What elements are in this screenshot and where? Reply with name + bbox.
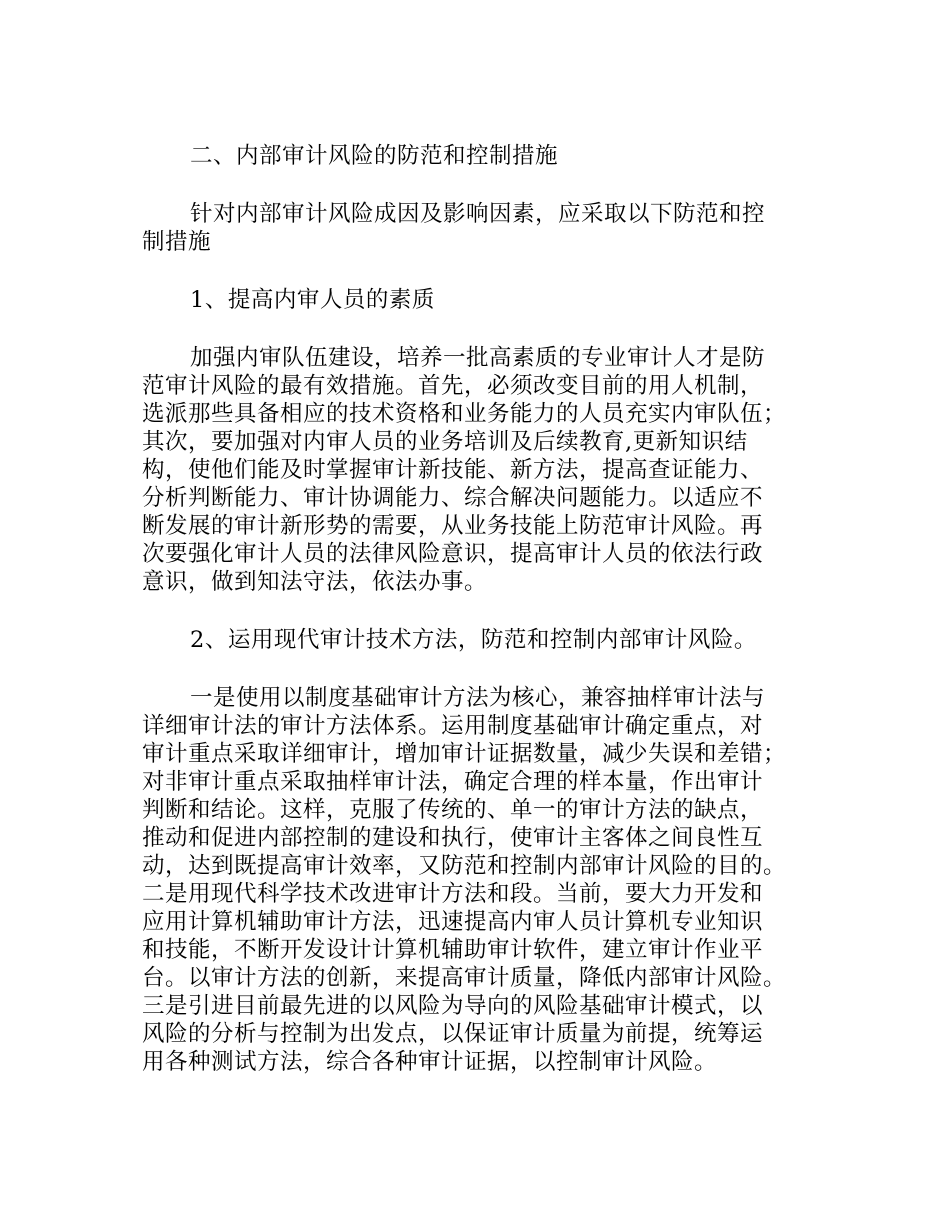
section2-paragraph [142,684,814,1076]
section2-title-text: 2、运用现代审计技术方法，防范和控制内部审计风险。 [190,627,757,653]
body-line: 详细审计法的审计方法体系。运用制度基础审计确定重点，对 [142,713,764,739]
body-line: 对非审计重点采取抽样审计法，确定合理的样本量，作出审计 [142,769,764,795]
body-line: 和技能，不断开发设计计算机辅助审计软件，建立审计作业平 [142,937,764,963]
body-line: 选派那些具备相应的技术资格和业务能力的人员充实内审队伍； [142,401,787,427]
body-line: 范审计风险的最有效措施。首先，必须改变目前的用人机制， [142,373,764,399]
body-line: 三是引进目前最先进的以风险为导向的风险基础审计模式，以 [142,993,764,1019]
body-line: 判断和结论。这样，克服了传统的、单一的审计方法的缺点， [142,797,764,823]
section1-paragraph [142,344,814,596]
body-line: 审计重点采取详细审计，增加审计证据数量，减少失误和差错； [142,741,787,767]
document-body [142,142,814,1076]
body-line: 分析判断能力、审计协调能力、综合解决问题能力。以适应不 [142,485,764,511]
body-line: 加强内审队伍建设，培养一批高素质的专业审计人才是防 [190,345,766,371]
section-heading [142,142,814,170]
body-line: 风险的分析与控制为出发点，以保证审计质量为前提，统筹运 [142,1021,764,1047]
body-line: 二是用现代科学技术改进审计方法和段。当前，要大力开发和 [142,881,764,907]
body-line: 台。以审计方法的创新，来提高审计质量，降低内部审计风险。 [142,965,787,991]
intro-paragraph [142,200,814,256]
section1-title [142,286,814,314]
body-line: 推动和促进内部控制的建设和执行，使审计主客体之间良性互 [142,825,764,851]
section1-title-text: 1、提高内审人员的素质 [190,287,435,313]
body-line: 一是使用以制度基础审计方法为核心，兼容抽样审计法与 [190,685,766,711]
body-line: 次要强化审计人员的法律风险意识，提高审计人员的依法行政 [142,541,764,567]
body-line: 应用计算机辅助审计方法，迅速提高内审人员计算机专业知识 [142,909,764,935]
body-line: 动，达到既提高审计效率，又防范和控制内部审计风险的目的。 [142,853,787,879]
body-line: 断发展的审计新形势的需要，从业务技能上防范审计风险。再 [142,513,764,539]
heading-text: 二、内部审计风险的防范和控制措施 [190,143,559,169]
body-line: 构，使他们能及时掌握审计新技能、新方法，提高查证能力、 [142,457,764,483]
intro-line: 制措施 [142,229,212,255]
body-line: 意识，做到知法守法，依法办事。 [142,569,488,595]
body-line: 其次，要加强对内审人员的业务培训及后续教育,更新知识结 [142,429,748,455]
section2-title [142,626,814,654]
intro-line: 针对内部审计风险成因及影响因素，应采取以下防范和控 [190,201,766,227]
body-line: 用各种测试方法，综合各种审计证据，以控制审计风险。 [142,1049,718,1075]
